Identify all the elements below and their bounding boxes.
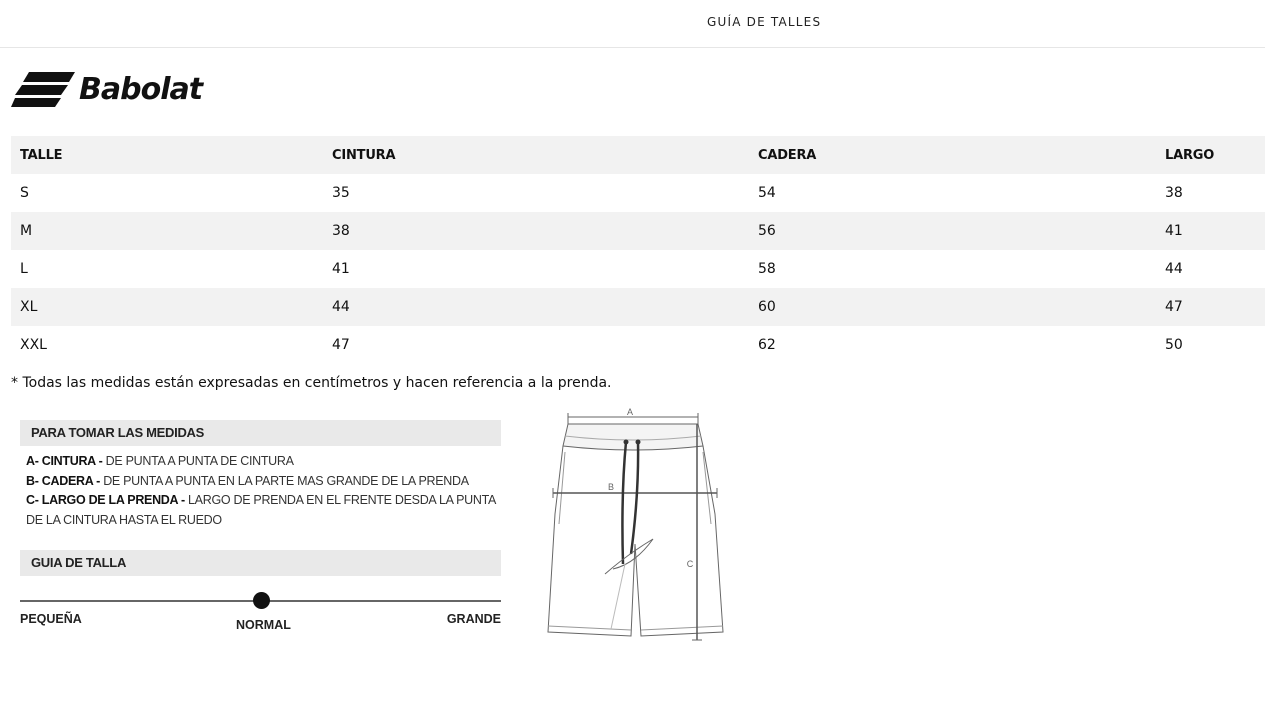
instruction-label: A- CINTURA - [26, 454, 103, 468]
table-row [11, 288, 1265, 326]
fit-indicator-dot [253, 592, 270, 609]
column-header: CADERA [758, 147, 817, 163]
column-header: LARGO [1165, 147, 1215, 163]
table-cell: 60 [758, 299, 776, 315]
table-cell: 50 [1165, 337, 1183, 353]
table-cell: 35 [332, 185, 350, 201]
fit-label-large: GRANDE [446, 612, 501, 627]
table-row [11, 250, 1265, 288]
instruction-a [26, 452, 501, 472]
label-a: A [626, 407, 634, 417]
brand-logo [11, 72, 202, 108]
page-title: GUÍA DE TALLES [707, 15, 822, 29]
table-row [11, 212, 1265, 250]
table-header-row [11, 136, 1265, 174]
table-cell: 56 [758, 223, 776, 239]
table-row [11, 326, 1265, 364]
instruction-c [26, 491, 501, 530]
table-cell: XL [20, 299, 38, 315]
drawstring-eyelet [624, 440, 629, 445]
instruction-label: C- LARGO DE LA PRENDA - [26, 493, 185, 508]
table-cell: 62 [758, 337, 776, 353]
table-cell: 44 [1165, 261, 1183, 277]
guide-title: PARA TOMAR LAS MEDIDAS [20, 420, 501, 446]
instruction-text: DE PUNTA A PUNTA EN LA PARTE MAS GRANDE DE LA PRENDA [103, 473, 469, 488]
table-cell: L [20, 261, 28, 277]
brand-name: Babolat [79, 72, 203, 107]
table-cell: 44 [332, 299, 350, 315]
fit-label-small: PEQUEÑA [20, 612, 82, 627]
table-cell: 58 [758, 261, 776, 277]
table-cell: 38 [1165, 185, 1183, 201]
fit-scale [20, 576, 501, 646]
table-cell: 38 [332, 223, 350, 239]
measuring-guide [20, 420, 501, 646]
instruction-b [26, 472, 501, 492]
instruction-text: LARGO DE PRENDA EN EL FRENTE DESDA LA PUNTA DE LA CINTURA HASTA EL RUEDO [26, 493, 496, 527]
instruction-text: DE PUNTA A PUNTA DE CINTURA [105, 454, 294, 468]
table-cell: M [20, 223, 33, 239]
size-table [11, 136, 1265, 364]
label-c: C [686, 559, 694, 569]
column-header: CINTURA [332, 147, 396, 163]
table-row [11, 174, 1265, 212]
babolat-stripes-icon [11, 72, 75, 108]
table-cell: 41 [1165, 223, 1183, 239]
table-cell: S [20, 185, 29, 201]
drawstring-eyelet [636, 440, 641, 445]
table-cell: XXL [20, 337, 47, 353]
column-header: TALLE [20, 147, 63, 163]
table-cell: 47 [1165, 299, 1183, 315]
table-cell: 47 [332, 337, 350, 353]
shorts-diagram [543, 404, 733, 644]
instruction-label: B- CADERA - [26, 473, 101, 488]
table-cell: 41 [332, 261, 350, 277]
measurement-instructions [20, 446, 501, 530]
measurements-note: * Todas las medidas están expresadas en centímetros y hacen referencia a la prenda. [11, 375, 612, 391]
page-header [0, 0, 1265, 48]
label-b: B [607, 482, 615, 492]
fit-label-normal: NORMAL [236, 618, 291, 633]
table-cell: 54 [758, 185, 776, 201]
fit-guide-title: GUIA DE TALLA [20, 550, 501, 576]
